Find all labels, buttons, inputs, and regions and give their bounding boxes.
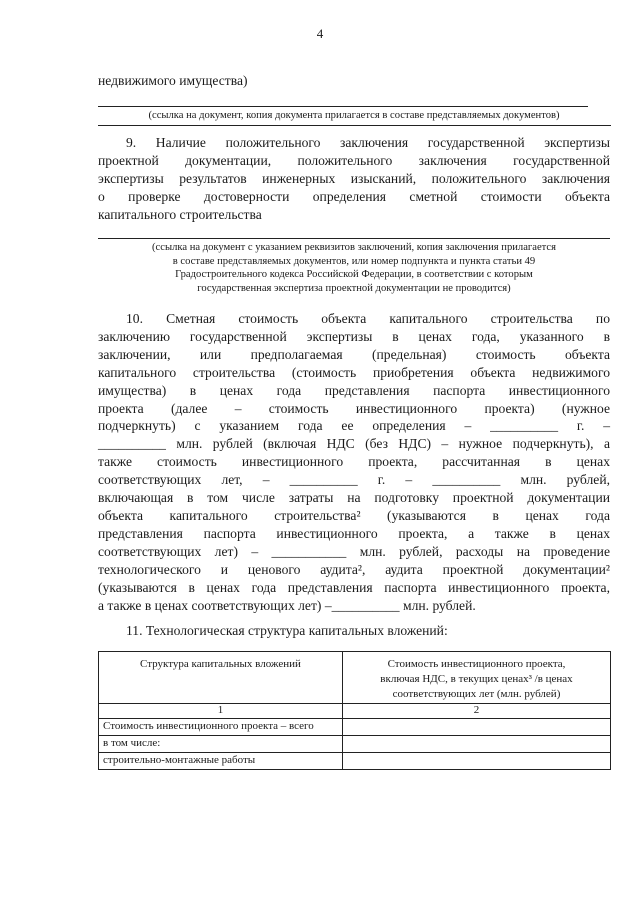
item-9-caption-line: в составе представляемых документов, или номер подпункта и пункта статьи 49: [172, 255, 536, 267]
table-cell-label: строительно-монтажные работы: [99, 753, 343, 770]
item-10-line: соответствующих лет) – ___________ млн. рублей, расходы на проведение: [98, 543, 610, 559]
caption-rule: [98, 125, 611, 126]
item-9-line: проектной документации, положительного заключения государственной: [98, 153, 610, 168]
item-10-line: заключению государственной экспертизы в ценах года, указанного в: [98, 328, 610, 344]
item-9-blank-rule: [98, 238, 610, 239]
table-cell-label: Стоимость инвестиционного проекта – всего: [99, 719, 343, 736]
intro-line: недвижимого имущества): [98, 73, 248, 88]
item-10-line: заключении, или предполагаемая (предельная) стоимость объекта: [98, 346, 610, 362]
table-number-row: [99, 704, 611, 719]
table-row: [99, 719, 611, 736]
table-column-number: 1: [99, 704, 343, 719]
item-10-line: также стоимость инвестиционного проекта, рассчитанная в ценах: [98, 454, 610, 470]
table-header-cell: Структура капитальных вложений: [99, 652, 343, 704]
item-10-line: технологического и ценового аудита², аудита проектной документации²: [98, 561, 610, 577]
item-10-line: а также в ценах соответствующих лет) –__________ млн. рублей.: [98, 597, 476, 613]
item-9-paragraph: [98, 134, 610, 224]
item-9-line: о проверке достоверности определения сметной стоимости объекта: [98, 189, 610, 204]
table-header-line: включая НДС, в текущих ценах³ /в ценах: [380, 673, 573, 685]
item-10-line: проекта (далее – стоимость инвестиционного проекта) (нужное: [98, 400, 610, 416]
item-10-line: 10. Сметная стоимость объекта капитального строительства по: [126, 311, 610, 326]
item-9-line: экспертизы результатов инженерных изысканий, положительного заключения: [98, 171, 610, 186]
item-9-line: 9. Наличие положительного заключения государственной экспертизы: [126, 135, 610, 150]
table-cell-value[interactable]: [343, 736, 611, 753]
blank-rule: [98, 106, 588, 107]
item-10-line: подчеркнуть) с указанием года ее определения – __________ г. –: [98, 418, 610, 434]
table-header-line: соответствующих лет (млн. рублей): [392, 688, 561, 700]
item-10-line: включающая в том числе затраты на подготовку проектной документации: [98, 490, 610, 506]
table-cell-value[interactable]: [343, 753, 611, 770]
capital-structure-table: [98, 651, 611, 770]
table-cell-value[interactable]: [343, 719, 611, 736]
table-row: [99, 753, 611, 770]
item-11-heading: 11. Технологическая структура капитальных вложений:: [126, 623, 448, 638]
item-10-line: капитального строительства (стоимость приобретения объекта недвижимого: [98, 364, 610, 380]
table-header-cell: [343, 652, 611, 704]
item-9-caption: [104, 241, 604, 295]
table-header-row: [99, 652, 611, 704]
item-10-line: объекта капитального строительства² (указываются в ценах года: [98, 507, 610, 523]
item-9-caption-line: Градостроительного кодекса Российской Федерации, в соответствии с которым: [175, 269, 533, 281]
item-9-caption-line: государственная экспертиза проектной документации не проводится): [197, 282, 511, 294]
table-column-number: 2: [343, 704, 611, 719]
item-10-line: имущества) в ценах года представления паспорта инвестиционного: [98, 382, 610, 398]
table-cell-label: в том числе:: [99, 736, 343, 753]
item-10-line: __________ млн. рублей (включая НДС (без НДС) – нужное подчеркнуть), а: [98, 436, 610, 452]
item-10-paragraph: [98, 310, 610, 614]
page-number: 4: [316, 26, 324, 41]
table-row: [99, 736, 611, 753]
item-10-line: соответствующих лет, – __________ г. – __________ млн. рублей,: [98, 472, 610, 488]
item-10-line: представления паспорта инвестиционного проекта, а также в ценах: [98, 525, 610, 541]
item-10-line: (указываются в ценах года представления паспорта инвестиционного проекта,: [98, 579, 610, 595]
table-header-line: Стоимость инвестиционного проекта,: [387, 658, 566, 670]
item-9-caption-line: (ссылка на документ с указанием реквизитов заключений, копия заключения прилагается: [152, 242, 556, 253]
item-9-line: капитального строительства: [98, 207, 262, 222]
caption-document-link: (ссылка на документ, копия документа прилагается в составе представляемых документов): [148, 110, 560, 121]
